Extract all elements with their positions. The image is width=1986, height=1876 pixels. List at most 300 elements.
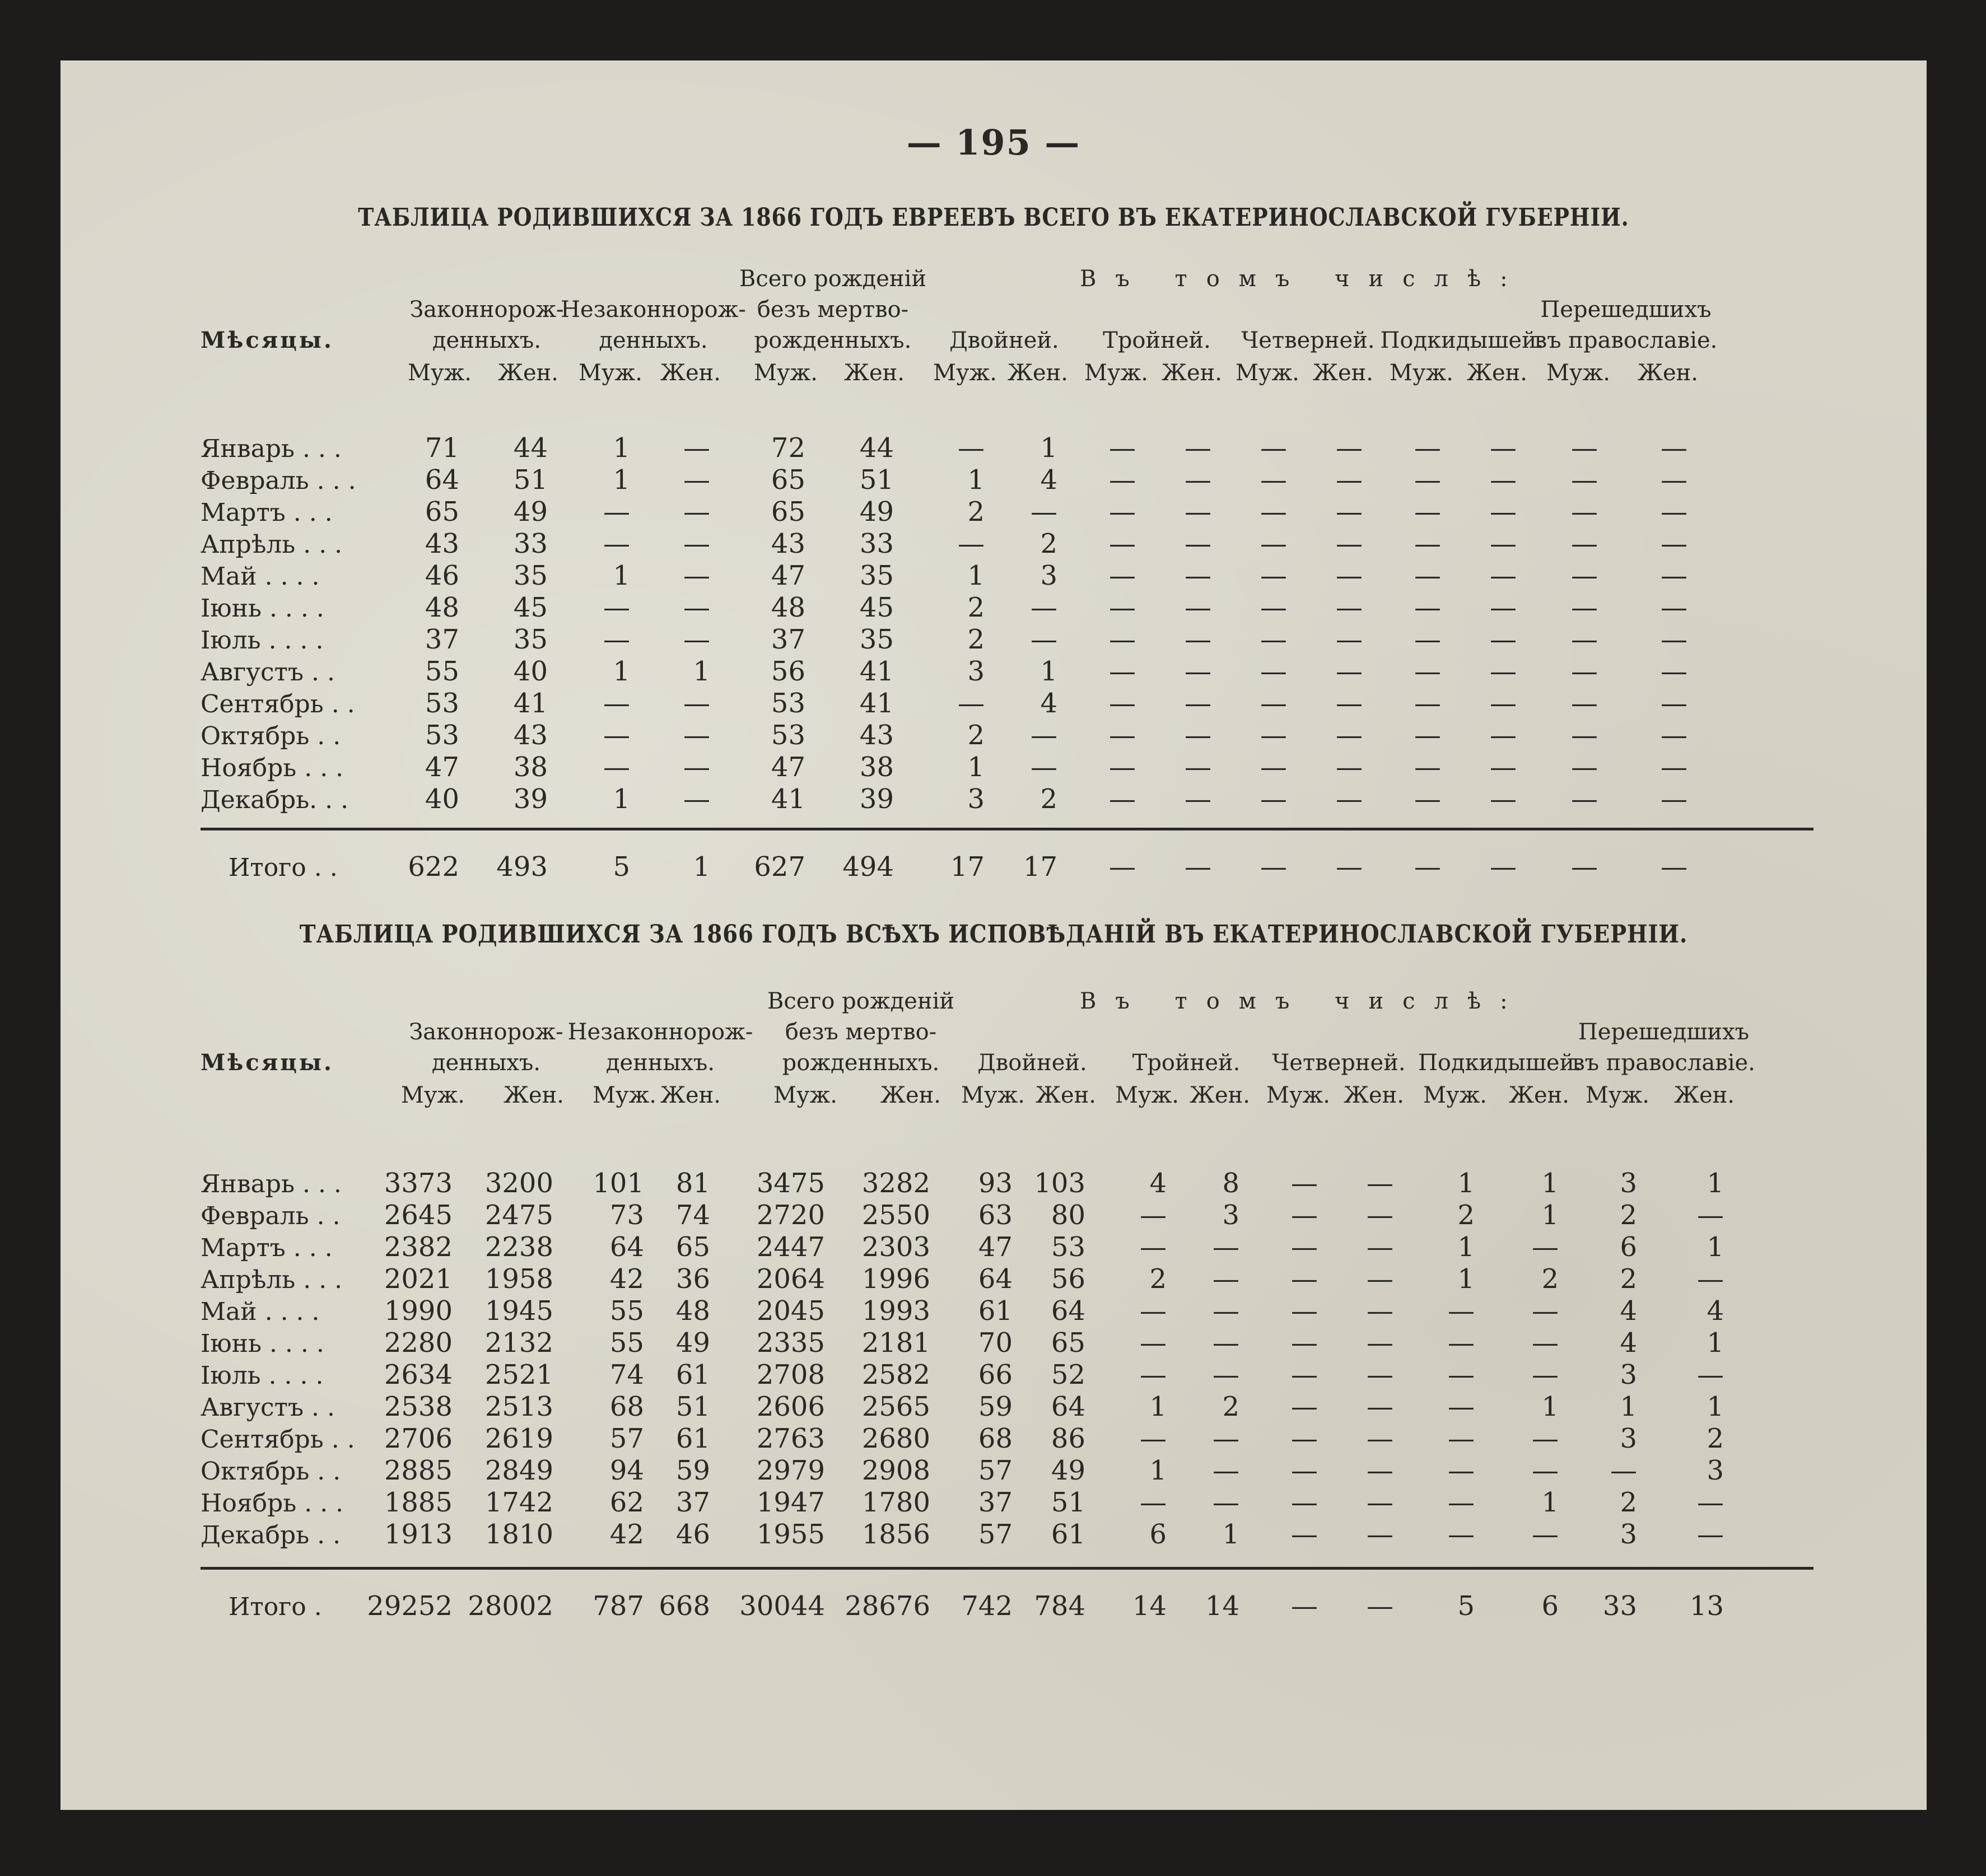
- table-cell: 1: [613, 432, 630, 464]
- table-cell: —: [1260, 496, 1287, 528]
- month-label: Ноябрь . . .: [201, 1489, 344, 1518]
- table-cell: 47: [978, 1231, 1013, 1263]
- table-cell: 1742: [484, 1487, 553, 1518]
- header-quadruplets: Четверней.: [1241, 328, 1375, 353]
- table-cell: —: [603, 688, 630, 719]
- table-cell: —: [1448, 1487, 1475, 1518]
- header-female: Жен.: [880, 1082, 941, 1108]
- table-cell: —: [1336, 783, 1363, 815]
- table-cell: —: [1414, 688, 1441, 719]
- table-cell: —: [1610, 1455, 1637, 1486]
- table-cell: 2634: [384, 1359, 453, 1390]
- table-cell: —: [1213, 1455, 1239, 1486]
- table-cell: 35: [513, 560, 548, 591]
- table-cell: 33: [859, 528, 894, 559]
- table-cell: 2: [967, 624, 985, 655]
- table-cell: 6: [1149, 1519, 1167, 1550]
- header-total-births: Всего рожденій: [739, 266, 927, 292]
- table-1-title: ТАБЛИЦА РОДИВШИХСЯ ЗА 1866 ГОДЪ ЕВРЕЕВЪ ВСЕГО ВЪ ЕКАТЕРИНОСЛАВСКОЙ ГУБЕРНІИ.: [358, 203, 1629, 232]
- table-cell: 4: [1149, 1168, 1167, 1199]
- table-cell: —: [1661, 432, 1687, 464]
- table-cell: —: [1571, 783, 1598, 815]
- table-cell: —: [1291, 1423, 1318, 1454]
- table-cell: 72: [771, 432, 805, 464]
- table-cell: —: [1367, 1200, 1393, 1231]
- table-cell: 43: [771, 528, 805, 559]
- table-cell: 43: [859, 720, 894, 751]
- table-cell: —: [1490, 464, 1517, 496]
- table-cell: 59: [675, 1455, 710, 1486]
- total-cell: —: [1291, 1590, 1318, 1622]
- table-cell: 2: [1620, 1487, 1637, 1518]
- table-cell: 2582: [861, 1359, 930, 1390]
- table-cell: —: [1185, 783, 1211, 815]
- table-cell: 1: [1457, 1263, 1475, 1295]
- total-cell: 1: [693, 851, 710, 883]
- table-cell: —: [1109, 528, 1136, 559]
- table-cell: 44: [859, 432, 894, 464]
- table-divider-rule: [201, 1567, 1813, 1570]
- table-cell: —: [1185, 720, 1211, 751]
- table-cell: 2238: [484, 1231, 553, 1263]
- table-cell: 46: [425, 560, 459, 591]
- table-cell: —: [1140, 1359, 1167, 1390]
- table-cell: 61: [978, 1295, 1013, 1327]
- table-cell: —: [1367, 1231, 1393, 1263]
- table-cell: 2606: [756, 1391, 825, 1422]
- table-cell: 1: [1707, 1327, 1724, 1359]
- total-cell: 627: [754, 851, 805, 883]
- header-total-births: безъ мертво-: [757, 297, 909, 323]
- table-cell: 1: [1040, 432, 1057, 464]
- table-cell: —: [1571, 464, 1598, 496]
- table-cell: 4: [1040, 688, 1057, 719]
- table-cell: —: [958, 432, 985, 464]
- table-cell: 86: [1051, 1423, 1085, 1454]
- table-cell: 1: [967, 464, 985, 496]
- total-label: Итого . .: [229, 853, 338, 882]
- table-cell: 3: [1222, 1200, 1239, 1231]
- total-cell: 5: [613, 851, 630, 883]
- header-male: Муж.: [407, 360, 472, 386]
- header-converted: Перешедшихъ: [1540, 297, 1712, 323]
- header-triplets: Тройней.: [1103, 328, 1211, 353]
- table-cell: —: [1140, 1295, 1167, 1327]
- table-cell: —: [1109, 432, 1136, 464]
- table-cell: 80: [1051, 1200, 1085, 1231]
- table-cell: —: [1367, 1327, 1393, 1359]
- table-cell: —: [603, 528, 630, 559]
- header-male: Муж.: [1423, 1082, 1488, 1108]
- table-cell: 1955: [756, 1519, 825, 1550]
- table-cell: —: [1367, 1168, 1393, 1199]
- table-cell: 66: [978, 1359, 1013, 1390]
- header-converted: Перешедшихъ: [1578, 1019, 1750, 1045]
- table-cell: 2: [967, 720, 985, 751]
- header-illegit: Незаконнорож-: [567, 1019, 753, 1045]
- table-cell: 1996: [861, 1263, 930, 1295]
- table-cell: —: [683, 624, 710, 655]
- header-legit: Законнорож-: [409, 297, 564, 323]
- header-female: Жен.: [1162, 360, 1222, 386]
- header-female: Жен.: [844, 360, 905, 386]
- table-cell: 103: [1034, 1168, 1085, 1199]
- table-cell: 42: [609, 1519, 644, 1550]
- header-female: Жен.: [1190, 1082, 1250, 1108]
- header-twins: Двойней.: [977, 1050, 1087, 1076]
- month-label: Сентябрь . .: [201, 690, 355, 718]
- table-cell: —: [1109, 688, 1136, 719]
- table-cell: 51: [859, 464, 894, 496]
- table-cell: 2538: [384, 1391, 453, 1422]
- table-cell: 41: [859, 688, 894, 719]
- table-cell: —: [1414, 752, 1441, 783]
- table-cell: —: [1031, 496, 1057, 528]
- header-female: Жен.: [504, 1082, 564, 1108]
- total-cell: —: [1571, 851, 1598, 883]
- table-cell: 1: [1040, 656, 1057, 687]
- table-cell: 2132: [484, 1327, 553, 1359]
- month-label: Іюнь . . . .: [201, 1329, 324, 1358]
- table-cell: 1: [1620, 1391, 1637, 1422]
- table-cell: —: [1109, 656, 1136, 687]
- table-cell: —: [1448, 1519, 1475, 1550]
- table-cell: —: [1260, 560, 1287, 591]
- table-cell: —: [683, 688, 710, 719]
- table-cell: 2: [1040, 783, 1057, 815]
- table-cell: —: [1448, 1359, 1475, 1390]
- table-cell: —: [1414, 720, 1441, 751]
- table-cell: 47: [425, 752, 459, 783]
- table-cell: 64: [978, 1263, 1013, 1295]
- table-cell: 1: [967, 752, 985, 783]
- total-cell: 787: [593, 1590, 644, 1622]
- table-cell: 1: [967, 560, 985, 591]
- month-label: Августъ . .: [201, 658, 335, 687]
- table-cell: 55: [609, 1327, 644, 1359]
- table-cell: —: [1661, 688, 1687, 719]
- table-cell: —: [1213, 1487, 1239, 1518]
- table-cell: —: [1532, 1359, 1559, 1390]
- table-cell: —: [1291, 1263, 1318, 1295]
- table-cell: 2720: [756, 1200, 825, 1231]
- total-cell: 29252: [367, 1590, 453, 1622]
- table-cell: —: [1414, 783, 1441, 815]
- header-female: Жен.: [1008, 360, 1068, 386]
- header-female: Жен.: [660, 1082, 721, 1108]
- table-cell: 56: [771, 656, 805, 687]
- table-cell: 3282: [861, 1168, 930, 1199]
- table-cell: —: [1185, 496, 1211, 528]
- table-cell: 1: [1541, 1168, 1559, 1199]
- table-cell: —: [1031, 592, 1057, 623]
- month-label: Май . . . .: [201, 1298, 320, 1326]
- table-cell: 49: [859, 496, 894, 528]
- table-cell: —: [1291, 1327, 1318, 1359]
- table-cell: 65: [425, 496, 459, 528]
- table-cell: —: [1336, 624, 1363, 655]
- table-cell: —: [1661, 783, 1687, 815]
- total-cell: 28676: [845, 1590, 930, 1622]
- table-cell: —: [958, 688, 985, 719]
- table-cell: —: [1697, 1200, 1724, 1231]
- table-cell: —: [1336, 528, 1363, 559]
- table-cell: 2181: [861, 1327, 930, 1359]
- table-cell: 2565: [861, 1391, 930, 1422]
- table-cell: 37: [978, 1487, 1013, 1518]
- header-female: Жен.: [498, 360, 558, 386]
- table-cell: —: [1109, 783, 1136, 815]
- table-cell: —: [1109, 496, 1136, 528]
- table-cell: —: [1661, 752, 1687, 783]
- table-cell: 2521: [484, 1359, 553, 1390]
- table-cell: —: [1031, 752, 1057, 783]
- table-cell: —: [1571, 688, 1598, 719]
- header-male: Муж.: [1115, 1082, 1180, 1108]
- table-cell: —: [1697, 1263, 1724, 1295]
- table-cell: —: [1661, 496, 1687, 528]
- table-cell: —: [1140, 1327, 1167, 1359]
- table-cell: —: [1448, 1455, 1475, 1486]
- header-total-births: безъ мертво-: [785, 1019, 937, 1045]
- table-cell: 2708: [756, 1359, 825, 1390]
- table-cell: —: [1661, 656, 1687, 687]
- table-cell: 42: [609, 1263, 644, 1295]
- header-male: Муж.: [592, 1082, 657, 1108]
- total-label: Итого .: [229, 1593, 322, 1621]
- month-label: Октябрь . .: [201, 1457, 341, 1486]
- month-label: Январь . . .: [201, 435, 342, 463]
- table-cell: —: [1213, 1263, 1239, 1295]
- table-cell: —: [1697, 1487, 1724, 1518]
- table-cell: 45: [859, 592, 894, 623]
- table-cell: 2763: [756, 1423, 825, 1454]
- table-cell: 1945: [484, 1295, 553, 1327]
- total-cell: —: [1367, 1590, 1393, 1622]
- table-cell: 3: [1620, 1519, 1637, 1550]
- document-page: [60, 60, 1927, 1810]
- header-legit: денныхъ.: [432, 328, 542, 353]
- table-cell: 3: [1620, 1423, 1637, 1454]
- table-cell: 71: [425, 432, 459, 464]
- table-cell: 53: [771, 688, 805, 719]
- table-cell: 3200: [484, 1168, 553, 1199]
- table-cell: —: [1140, 1423, 1167, 1454]
- table-cell: —: [1109, 752, 1136, 783]
- table-cell: —: [683, 464, 710, 496]
- table-cell: —: [683, 432, 710, 464]
- table-cell: —: [1490, 592, 1517, 623]
- table-cell: —: [1414, 592, 1441, 623]
- table-cell: —: [1031, 624, 1057, 655]
- month-label: Апрѣль . . .: [201, 1266, 343, 1294]
- total-cell: 493: [496, 851, 548, 883]
- table-cell: 1: [1541, 1200, 1559, 1231]
- table-cell: 39: [859, 783, 894, 815]
- table-cell: 1: [1541, 1391, 1559, 1422]
- table-cell: 37: [675, 1487, 710, 1518]
- table-cell: 3373: [384, 1168, 453, 1199]
- table-cell: 65: [771, 496, 805, 528]
- header-male: Муж.: [1585, 1082, 1650, 1108]
- month-label: Февраль . . .: [201, 466, 356, 495]
- month-label: Ноябрь . . .: [201, 754, 344, 782]
- table-cell: —: [1260, 783, 1287, 815]
- month-label: Февраль . .: [201, 1202, 341, 1230]
- table-cell: 1913: [384, 1519, 453, 1550]
- total-cell: 30044: [739, 1590, 825, 1622]
- table-cell: —: [1661, 464, 1687, 496]
- table-cell: 2: [967, 496, 985, 528]
- table-cell: 2: [1541, 1263, 1559, 1295]
- table-cell: 56: [1051, 1263, 1085, 1295]
- table-cell: 1: [1149, 1391, 1167, 1422]
- table-cell: 93: [978, 1168, 1013, 1199]
- table-cell: —: [1697, 1519, 1724, 1550]
- page-number: — 195 —: [906, 122, 1081, 163]
- table-cell: 2475: [484, 1200, 553, 1231]
- table-cell: —: [1336, 720, 1363, 751]
- table-cell: 3475: [756, 1168, 825, 1199]
- table-cell: —: [1414, 464, 1441, 496]
- table-cell: —: [1291, 1455, 1318, 1486]
- total-cell: —: [1260, 851, 1287, 883]
- table-cell: 1: [1541, 1487, 1559, 1518]
- table-cell: —: [1260, 624, 1287, 655]
- table-cell: 2: [967, 592, 985, 623]
- month-label: Сентябрь . .: [201, 1425, 355, 1454]
- table-cell: —: [1185, 656, 1211, 687]
- table-cell: 2335: [756, 1327, 825, 1359]
- table-cell: 35: [859, 624, 894, 655]
- table-cell: —: [683, 720, 710, 751]
- table-cell: —: [1336, 464, 1363, 496]
- month-label: Май . . . .: [201, 562, 320, 591]
- table-cell: 1780: [861, 1487, 930, 1518]
- total-cell: —: [1109, 851, 1136, 883]
- table-cell: —: [1367, 1455, 1393, 1486]
- month-label: Октябрь . .: [201, 722, 341, 750]
- header-legit: Законнорож-: [409, 1019, 563, 1045]
- table-cell: —: [1571, 624, 1598, 655]
- table-cell: 2619: [484, 1423, 553, 1454]
- table-cell: —: [1260, 720, 1287, 751]
- table-cell: 41: [513, 688, 548, 719]
- table-cell: —: [1448, 1327, 1475, 1359]
- header-male: Муж.: [773, 1082, 838, 1108]
- table-cell: —: [1571, 752, 1598, 783]
- table-cell: —: [603, 720, 630, 751]
- table-cell: 51: [675, 1391, 710, 1422]
- table-cell: 65: [675, 1231, 710, 1263]
- table-cell: 62: [609, 1487, 644, 1518]
- table-cell: 40: [425, 783, 459, 815]
- header-male: Муж.: [1084, 360, 1149, 386]
- table-cell: 4: [1620, 1295, 1637, 1327]
- table-cell: —: [1367, 1487, 1393, 1518]
- table-cell: 2: [1620, 1263, 1637, 1295]
- table-cell: 53: [1051, 1231, 1085, 1263]
- table-cell: 3: [1620, 1168, 1637, 1199]
- total-cell: 28002: [468, 1590, 553, 1622]
- header-converted: въ православіе.: [1534, 328, 1718, 353]
- table-cell: —: [1213, 1327, 1239, 1359]
- table-cell: —: [1109, 720, 1136, 751]
- header-female: Жен.: [1674, 1082, 1735, 1108]
- table-cell: —: [1490, 783, 1517, 815]
- table-cell: 3: [1707, 1455, 1724, 1486]
- table-cell: —: [1414, 656, 1441, 687]
- table-cell: —: [1185, 560, 1211, 591]
- table-cell: —: [1291, 1359, 1318, 1390]
- table-cell: 49: [675, 1327, 710, 1359]
- table-cell: 2908: [861, 1455, 930, 1486]
- table-cell: 1: [1707, 1168, 1724, 1199]
- table-cell: —: [1291, 1487, 1318, 1518]
- table-cell: —: [1260, 528, 1287, 559]
- table-cell: 41: [771, 783, 805, 815]
- table-cell: 55: [609, 1295, 644, 1327]
- header-male: Муж.: [1546, 360, 1611, 386]
- table-cell: 2021: [384, 1263, 453, 1295]
- table-cell: —: [1260, 432, 1287, 464]
- table-cell: 81: [675, 1168, 710, 1199]
- header-converted: въ православіе.: [1572, 1050, 1755, 1076]
- table-cell: —: [1140, 1231, 1167, 1263]
- table-cell: —: [1213, 1423, 1239, 1454]
- total-cell: —: [1336, 851, 1363, 883]
- header-total-births: рожденныхъ.: [782, 1050, 940, 1076]
- table-cell: —: [1336, 752, 1363, 783]
- table-cell: —: [1185, 464, 1211, 496]
- table-cell: —: [1140, 1487, 1167, 1518]
- table-cell: —: [1185, 624, 1211, 655]
- table-cell: 38: [513, 752, 548, 783]
- table-cell: 4: [1040, 464, 1057, 496]
- table-cell: 35: [859, 560, 894, 591]
- table-cell: 65: [1051, 1327, 1085, 1359]
- table-cell: 33: [513, 528, 548, 559]
- table-cell: —: [1661, 720, 1687, 751]
- table-cell: 2: [1040, 528, 1057, 559]
- table-cell: 65: [771, 464, 805, 496]
- total-cell: 14: [1132, 1590, 1167, 1622]
- header-v-tom-chisle: Въ томъ числѣ:: [1080, 266, 1527, 292]
- table-cell: —: [1213, 1231, 1239, 1263]
- header-female: Жен.: [1344, 1082, 1404, 1108]
- table-cell: —: [1367, 1263, 1393, 1295]
- table-cell: —: [1490, 496, 1517, 528]
- table-cell: —: [1185, 432, 1211, 464]
- total-cell: —: [1414, 851, 1441, 883]
- table-cell: —: [603, 496, 630, 528]
- table-cell: —: [1213, 1295, 1239, 1327]
- table-cell: —: [1367, 1519, 1393, 1550]
- table-cell: 35: [513, 624, 548, 655]
- table-cell: —: [1571, 592, 1598, 623]
- table-cell: 2849: [484, 1455, 553, 1486]
- table-cell: 2382: [384, 1231, 453, 1263]
- table-cell: 1810: [484, 1519, 553, 1550]
- table-cell: 36: [675, 1263, 710, 1295]
- header-quadruplets: Четверней.: [1272, 1050, 1406, 1076]
- table-cell: 8: [1222, 1168, 1239, 1199]
- table-cell: 1: [1457, 1168, 1475, 1199]
- header-total-births: Всего рожденій: [767, 988, 955, 1014]
- table-cell: 47: [771, 560, 805, 591]
- table-cell: —: [1448, 1423, 1475, 1454]
- table-cell: 1: [693, 656, 710, 687]
